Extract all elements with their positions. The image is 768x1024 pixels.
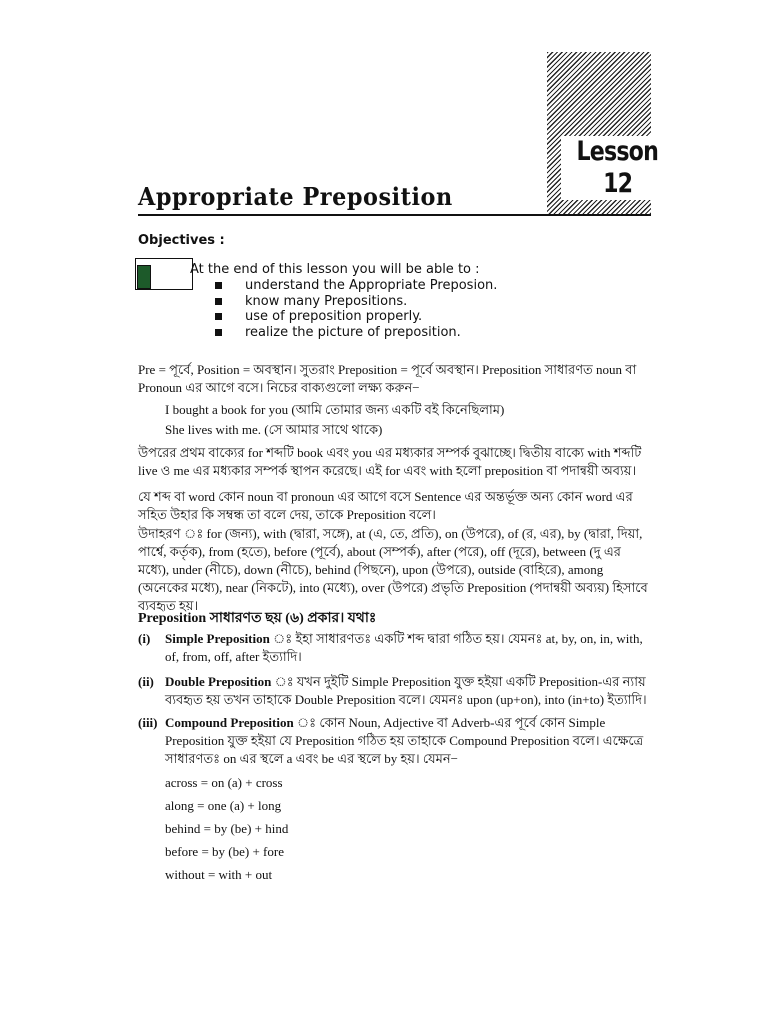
lesson-badge [547,52,659,214]
formula-line: before = by (be) + fore [165,844,284,859]
lesson-badge-label [561,136,659,200]
objective-item: know many Prepositions. [215,294,497,310]
formula-line: across = on (a) + cross [165,775,283,790]
type-item-simple [138,630,652,666]
objective-item: use of preposition properly. [215,309,497,325]
type-item-compound [138,714,652,768]
explanation-paragraph: উপরের প্রথম বাক্যের for শব্দটি book এবং you এর মধ্যকার সম্পর্ক বুঝাচ্ছে। দ্বিতীয় বাক্যে with শব্দটি live ও me এর মধ্যকার সম্পর্ক স্থাপন করেছে। এই for এবং with হলো preposition বা পদান্বয়ী অব্যয়। [138,445,642,478]
definition-paragraph: যে শব্দ বা word কোন noun বা pronoun এর আগে বসে Sentence এর অন্তর্ভূক্ত অন্য কোন word এর সহিত উহার কি সম্বন্ধ তা বলে দেয়, তাকে Preposition বলে। [138,489,633,522]
type-description: ঃ যখন দুইটি Simple Preposition যুক্ত হইয়া একটি Preposition-এর ন্যায় ব্যবহৃত হয় তখন তাহাকে Double Preposition বলে। যেমনঃ upon (up+on), into (in+to) ইত্যাদি। [165,674,647,707]
example-sentence: I bought a book for you (আমি তোমার জন্য একটি বই কিনেছিলাম) [165,402,505,417]
type-description: ঃ ইহা সাধারণতঃ একটি শব্দ দ্বারা গঠিত হয়। যেমনঃ at, by, on, in, with, of, from, off, after ইত্যাদি। [165,631,643,664]
objective-item: understand the Appropriate Preposion. [215,278,497,294]
type-name: Double Preposition [165,674,272,689]
objectives-list [215,278,497,340]
type-name: Simple Preposition [165,631,270,646]
formula-line: behind = by (be) + hind [165,821,289,836]
type-number: (iii) [138,715,158,730]
lesson-word: Lesson [576,136,659,167]
formula-line: along = one (a) + long [165,798,282,813]
lesson-number: 12 [603,168,633,199]
objectives-heading: Objectives : [138,233,225,248]
intro-paragraph: Pre = পূর্বে, Position = অবস্থান। সুতরাং Preposition = পূর্বে অবস্থান। Preposition সাধারণত noun বা Pronoun এর আগে বসে। নিচের বাক্যগুলো লক্ষ্য করুন− [138,362,637,395]
goal-marker-icon [137,265,151,289]
page-title: Appropriate Preposition [138,182,453,211]
goal-icon [135,258,193,290]
types-heading: Preposition সাধারণত ছয় (৬) প্রকার। যথাঃ [138,611,377,626]
type-name: Compound Preposition [165,715,294,730]
examples-paragraph: উদাহরণ ঃ for (জন্য), with (দ্বারা, সঙ্গে), at (এ, তে, প্রতি), on (উপরে), of (র, এর), by (দ্বারা, দিয়া, পার্শ্বে, কর্তৃক), from (হতে), before (পূর্বে), about (সম্পর্ক), after (পরে), off (দূরে), between (দু এর মধ্যে), under (নীচে), down (নীচে), behind (পিছনে), upon (উপরে), outside (বাহিরে), among (অনেকের মধ্যে), near (নিকটে), into (মধ্যে), over (উপরে) প্রভৃতি Preposition (পদান্বয়ী অব্যয়) হিসাবে ব্যবহৃত হয়। [138,526,648,613]
type-number: (i) [138,631,151,646]
objective-item: realize the picture of preposition. [215,325,497,341]
objectives-intro: At the end of this lesson you will be able to : [190,262,480,277]
example-sentence: She lives with me. (সে আমার সাথে থাকে) [165,422,383,437]
formula-line: without = with + out [165,867,273,882]
type-number: (ii) [138,674,154,689]
type-description: ঃ কোন Noun, Adjective বা Adverb-এর পূর্বে কোন Simple Preposition যুক্ত হইয়া যে Preposition গঠিত হয় তাহাকে Compound Preposition বলে। এক্ষেত্রে সাধারণতঃ on এর স্থলে a এবং be এর স্থলে by হয়। যেমন− [165,715,644,766]
title-underline [138,214,651,216]
type-item-double [138,673,652,709]
